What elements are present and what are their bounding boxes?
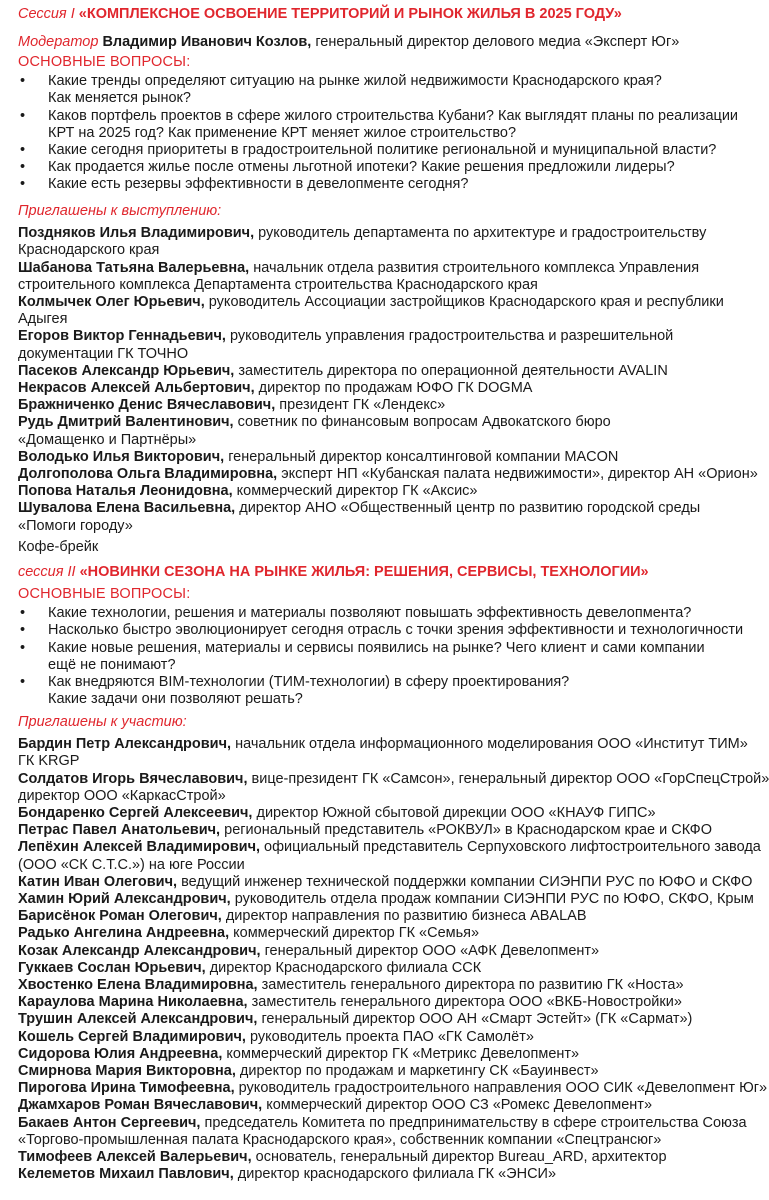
speaker-item: Шабанова Татьяна Валерьевна, начальник отдела развития строительного комплекса Управления bbox=[18, 259, 700, 276]
question-item: • Какие новые решения, материалы и сервисы появились на рынке? Чего клиент и сами компании ещё не понимают? bbox=[18, 640, 717, 674]
speaker-item: Володько Илья Викторович, генеральный директор консалтинговой компании MACON bbox=[18, 448, 619, 465]
speaker-item: Егоров Виктор Геннадьевич, руководитель управления градостроительства и разрешительной bbox=[18, 328, 674, 345]
question-item: • Какие технологии, решения и материалы позволяют повышать эффективность девелопмента? bbox=[18, 605, 717, 622]
speaker-item: Некрасов Алексей Альбертович, директор по продажам ЮФО ГК DOGMA bbox=[18, 380, 533, 397]
speaker-item: Гуккаев Сослан Юрьевич, директор Краснодарского филиала ССК bbox=[18, 959, 482, 976]
speaker-item-cont: «Помоги городу» bbox=[18, 517, 133, 534]
speaker-item: Радько Ангелина Андреевна, коммерческий директор ГК «Семья» bbox=[18, 925, 480, 942]
speaker-item-cont: «Домащенко и Партнёры» bbox=[18, 431, 197, 448]
speaker-item: Пасеков Александр Юрьевич, заместитель директора по операционной деятельности AVALIN bbox=[18, 362, 668, 379]
session2-number: сессия II bbox=[18, 564, 76, 580]
session2-heading bbox=[18, 564, 649, 580]
coffee-break: Кофе-брейк bbox=[18, 539, 99, 555]
speaker-item: Козак Александр Александрович, генеральный директор ООО «АФК Девелопмент» bbox=[18, 942, 600, 959]
speaker-item: Бакаев Антон Сергеевич, председатель Комитета по предпринимательству в сфере строительства Союза bbox=[18, 1114, 747, 1131]
speaker-item: Кошель Сергей Владимирович, руководитель проекта ПАО «ГК Самолёт» bbox=[18, 1028, 534, 1045]
speaker-item: Поздняков Илья Владимирович, руководитель департамента по архитектуре и градостроительству bbox=[18, 225, 707, 242]
question-item: • Какие есть резервы эффективности в девелопменте сегодня? bbox=[18, 176, 717, 193]
speaker-item-cont: директор ООО «КаркасСтрой» bbox=[18, 787, 226, 804]
question-item: • Каков портфель проектов в сфере жилого строительства Кубани? Как выглядят планы по реализации КРТ на 2025 год? Как применение КРТ меняет жилое строительство? bbox=[18, 108, 717, 142]
speaker-item: Келеметов Михаил Павлович, директор краснодарского филиала ГК «ЭНСИ» bbox=[18, 1166, 557, 1183]
session2-speakers-heading: Приглашены к участию: bbox=[18, 714, 187, 730]
speaker-item: Бражниченко Денис Вячеславович, президент ГК «Лендекс» bbox=[18, 397, 446, 414]
session2-questions-heading: ОСНОВНЫЕ ВОПРОСЫ: bbox=[18, 586, 191, 602]
speaker-item: Петрас Павел Анатольевич, региональный представитель «РОКВУЛ» в Краснодарском крае и СКФО bbox=[18, 822, 712, 839]
session1-number: Сессия I bbox=[18, 6, 75, 22]
speaker-item-cont: Адыгея bbox=[18, 311, 68, 328]
question-item: • Как продается жилье после отмены льготной ипотеки? Какие решения предложили лидеры? bbox=[18, 159, 717, 176]
session1-questions-heading: ОСНОВНЫЕ ВОПРОСЫ: bbox=[18, 54, 191, 70]
question-item: • Какие тренды определяют ситуацию на рынке жилой недвижимости Краснодарского края? Как меняется рынок? bbox=[18, 73, 717, 107]
speaker-item: Караулова Марина Николаевна, заместитель генерального директора ООО «ВКБ-Новостройки» bbox=[18, 994, 682, 1011]
speaker-item: Сидорова Юлия Андреевна, коммерческий директор ГК «Метрикс Девелопмент» bbox=[18, 1045, 580, 1062]
session1-heading bbox=[18, 6, 622, 22]
session1-speakers-heading: Приглашены к выступлению: bbox=[18, 203, 222, 219]
session1-title: «КОМПЛЕКСНОЕ ОСВОЕНИЕ ТЕРРИТОРИЙ И РЫНОК ЖИЛЬЯ В 2025 ГОДУ» bbox=[78, 6, 622, 22]
speaker-item: Колмычек Олег Юрьевич, руководитель Ассоциации застройщиков Краснодарского края и республики bbox=[18, 294, 724, 311]
question-item: • Какие сегодня приоритеты в градостроительной политике региональной и муниципальной власти? bbox=[18, 142, 717, 159]
speaker-item: «Торгово-промышленная палата Краснодарского края», собственник компании «Спецтрансюг» bbox=[18, 1131, 662, 1148]
speaker-item: Лепёхин Алексей Владимирович, официальный представитель Серпуховского лифтостроительного завода bbox=[18, 839, 761, 856]
session1-moderator: Модератор Владимир Иванович Козлов, генеральный директор делового медиа «Эксперт Юг» bbox=[18, 34, 680, 50]
speaker-item: Долгополова Ольга Владимировна, эксперт НП «Кубанская палата недвижимости», директор АН «Орион» bbox=[18, 466, 758, 483]
speaker-item: Бардин Петр Александрович, начальник отдела информационного моделирования ООО «Институт ТИМ» bbox=[18, 736, 748, 753]
speaker-item: Солдатов Игорь Вячеславович, вице-президент ГК «Самсон», генеральный директор ООО «ГорСпецСтрой» bbox=[18, 770, 769, 787]
speaker-item: Тимофеев Алексей Валерьевич, основатель, генеральный директор Bureau_ARD, архитектор bbox=[18, 1149, 667, 1166]
speaker-item: Барисёнок Роман Олегович, директор направления по развитию бизнеса ABALAB bbox=[18, 908, 587, 925]
speaker-item-cont: ГК KRGP bbox=[18, 753, 80, 770]
speaker-item: Пирогова Ирина Тимофеевна, руководитель градостроительного направления ООО СИК «Девелопмент Юг» bbox=[18, 1080, 768, 1097]
speaker-item-cont: Краснодарского края bbox=[18, 242, 160, 259]
speaker-item: Шувалова Елена Васильевна, директор АНО «Общественный центр по развитию городской среды bbox=[18, 500, 701, 517]
speaker-item-cont: строительного комплекса Департамента строительства Краснодарского края bbox=[18, 276, 538, 293]
speaker-item: Попова Наталья Леонидовна, коммерческий директор ГК «Аксис» bbox=[18, 483, 478, 500]
session2-speakers bbox=[18, 714, 769, 1183]
speaker-item: Хамин Юрий Александрович, руководитель отдела продаж компании СИЭНПИ РУС по ЮФО, СКФО, Крым bbox=[18, 891, 754, 908]
session1-speakers bbox=[18, 203, 758, 535]
speaker-item: Джамхаров Роман Вячеславович, коммерческий директор ООО СЗ «Ромекс Девелопмент» bbox=[18, 1097, 653, 1114]
question-item: • Как внедряются BIM-технологии (ТИМ-технологии) в сферу проектирования? Какие задачи они позволяют решать? bbox=[18, 674, 717, 708]
speaker-item-cont: документации ГК ТОЧНО bbox=[18, 345, 189, 362]
session2-title: «НОВИНКИ СЕЗОНА НА РЫНКЕ ЖИЛЬЯ: РЕШЕНИЯ, СЕРВИСЫ, ТЕХНОЛОГИИ» bbox=[79, 564, 649, 580]
speaker-item: Смирнова Мария Викторовна, директор по продажам и маркетингу СК «Бауинвест» bbox=[18, 1063, 599, 1080]
session2-questions bbox=[18, 586, 744, 708]
speaker-item: Рудь Дмитрий Валентинович, советник по финансовым вопросам Адвокатского бюро bbox=[18, 414, 611, 431]
speaker-item: Трушин Алексей Александрович, генеральный директор ООО АН «Смарт Эстейт» (ГК «Сармат») bbox=[18, 1011, 693, 1028]
session1-questions bbox=[18, 54, 739, 194]
speaker-item: Бондаренко Сергей Алексеевич, директор Южной сбытовой дирекции ООО «КНАУФ ГИПС» bbox=[18, 805, 656, 822]
question-item: • Насколько быстро эволюционирует сегодня отрасль с точки зрения эффективности и технологичности bbox=[18, 622, 717, 639]
speaker-item: Хвостенко Елена Владимировна, заместитель генерального директора по развитию ГК «Носта» bbox=[18, 977, 684, 994]
speaker-item-cont: (ООО «СК С.Т.С.») на юге России bbox=[18, 856, 245, 873]
speaker-item: Катин Иван Олегович, ведущий инженер технической поддержки компании СИЭНПИ РУС по ЮФО и СКФО bbox=[18, 873, 753, 890]
